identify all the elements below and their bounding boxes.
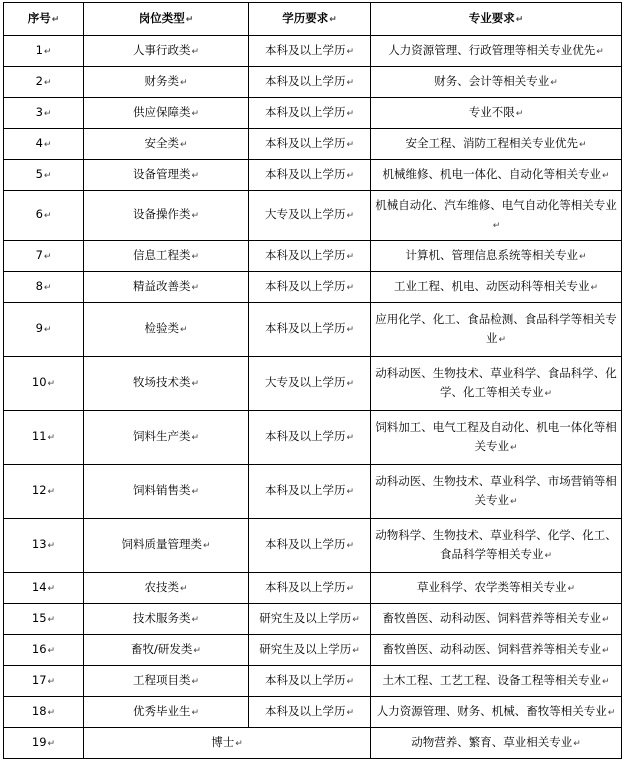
cell-no-text: 18 xyxy=(31,703,47,718)
cell-no-text: 13 xyxy=(31,537,47,551)
cell-no-text: 6 xyxy=(35,207,43,221)
cell-major xyxy=(371,728,622,759)
paragraph-mark-icon: ↵ xyxy=(47,379,56,389)
cell-education xyxy=(249,191,371,241)
cell-education-text: 本科及以上学历 xyxy=(264,579,346,594)
cell-position-type xyxy=(84,465,249,519)
cell-no xyxy=(4,357,84,411)
paragraph-mark-icon: ↵ xyxy=(179,583,188,594)
paragraph-mark-icon: ↵ xyxy=(346,707,355,718)
cell-major-text: 动科动医、生物技术、草业科学、食品科学、化学、化工等相关专业 xyxy=(375,365,617,399)
cell-major xyxy=(371,697,622,728)
table-row xyxy=(4,36,622,67)
cell-education-text: 本科及以上学历 xyxy=(264,104,346,119)
cell-major xyxy=(371,303,622,357)
cell-position-type-text: 农技类 xyxy=(144,579,179,594)
cell-position-type xyxy=(84,666,249,697)
cell-no xyxy=(4,519,84,573)
cell-education xyxy=(249,465,371,519)
paragraph-mark-icon: ↵ xyxy=(573,738,581,749)
cell-education-text: 本科及以上学历 xyxy=(264,429,346,443)
cell-education-text: 本科及以上学历 xyxy=(264,703,346,718)
cell-major xyxy=(371,191,622,241)
cell-no-text: 7 xyxy=(35,247,43,262)
paragraph-mark-icon: ↵ xyxy=(193,645,201,656)
cell-position-type xyxy=(84,573,249,604)
table-row xyxy=(4,573,622,604)
cell-major-text: 人力资源管理、行政管理等相关专业优先 xyxy=(388,42,596,57)
table-row xyxy=(4,272,622,303)
paragraph-mark-icon: ↵ xyxy=(601,676,610,687)
cell-no-text: 19 xyxy=(31,734,47,749)
cell-no xyxy=(4,697,84,728)
paragraph-mark-icon: ↵ xyxy=(43,46,52,57)
cell-major xyxy=(371,241,622,272)
cell-education xyxy=(249,357,371,411)
paragraph-mark-icon: ↵ xyxy=(601,614,610,625)
cell-major xyxy=(371,519,622,573)
cell-position-type-text: 畜牧/研发类 xyxy=(131,641,193,656)
cell-position-type xyxy=(84,129,249,160)
table-row xyxy=(4,67,622,98)
paragraph-mark-icon: ↵ xyxy=(43,325,52,335)
cell-position-type-text: 设备管理类 xyxy=(132,166,191,181)
paragraph-mark-icon: ↵ xyxy=(43,211,52,221)
cell-position-type-text: 工程项目类 xyxy=(132,672,191,687)
cell-major-text: 财务、会计等相关专业 xyxy=(434,73,550,88)
paragraph-mark-icon: ↵ xyxy=(346,282,355,293)
paragraph-mark-icon: ↵ xyxy=(191,46,200,57)
paragraph-mark-icon: ↵ xyxy=(191,379,200,389)
paragraph-mark-icon: ↵ xyxy=(191,676,200,687)
cell-position-education-merged-text: 博士 xyxy=(211,734,235,749)
table-body xyxy=(4,36,622,759)
cell-no-text: 15 xyxy=(31,610,47,625)
cell-position-type xyxy=(84,67,249,98)
cell-no-text: 5 xyxy=(35,166,43,181)
cell-no-text: 12 xyxy=(31,483,47,497)
paragraph-mark-icon: ↵ xyxy=(43,108,52,119)
cell-major xyxy=(371,36,622,67)
paragraph-mark-icon: ↵ xyxy=(191,211,200,221)
paragraph-mark-icon: ↵ xyxy=(578,251,587,262)
header-education: 学历要求↵ xyxy=(249,3,371,36)
cell-education-text: 本科及以上学历 xyxy=(264,135,346,150)
cell-position-type-text: 饲料生产类 xyxy=(132,429,191,443)
cell-major xyxy=(371,411,622,465)
table-row xyxy=(4,411,622,465)
cell-education-text: 本科及以上学历 xyxy=(264,166,346,181)
cell-position-type xyxy=(84,635,249,666)
cell-no xyxy=(4,272,84,303)
cell-no xyxy=(4,635,84,666)
cell-position-type xyxy=(84,411,249,465)
cell-education-text: 研究生及以上学历 xyxy=(259,641,352,656)
cell-no-text: 11 xyxy=(31,429,47,443)
cell-position-education-merged xyxy=(84,728,371,759)
cell-position-type-text: 人事行政类 xyxy=(132,42,191,57)
cell-major xyxy=(371,666,622,697)
paragraph-mark-icon: ↵ xyxy=(346,139,355,150)
cell-major-text: 机械维修、机电一体化、自动化等相关专业 xyxy=(382,166,601,181)
cell-major xyxy=(371,272,622,303)
paragraph-mark-icon: ↵ xyxy=(47,583,56,594)
cell-education xyxy=(249,67,371,98)
table-row xyxy=(4,129,622,160)
cell-major xyxy=(371,357,622,411)
paragraph-mark-icon: ↵ xyxy=(47,541,56,551)
paragraph-mark-icon: ↵ xyxy=(346,46,355,57)
cell-no xyxy=(4,604,84,635)
table-row xyxy=(4,604,622,635)
cell-no-text: 9 xyxy=(35,321,43,335)
paragraph-mark-icon: ↵ xyxy=(544,550,553,561)
paragraph-mark-icon: ↵ xyxy=(191,614,200,625)
cell-major-text: 动物营养、繁育、草业相关专业 xyxy=(411,734,573,749)
cell-major xyxy=(371,635,622,666)
cell-education xyxy=(249,411,371,465)
paragraph-mark-icon: ↵ xyxy=(191,487,200,497)
cell-education xyxy=(249,241,371,272)
cell-education xyxy=(249,604,371,635)
table-row xyxy=(4,98,622,129)
paragraph-mark-icon: ↵ xyxy=(346,251,355,262)
cell-position-type-text: 技术服务类 xyxy=(132,610,191,625)
cell-no xyxy=(4,303,84,357)
cell-major xyxy=(371,465,622,519)
table-row xyxy=(4,519,622,573)
table-row xyxy=(4,465,622,519)
cell-no-text: 14 xyxy=(31,579,47,594)
paragraph-mark-icon: ↵ xyxy=(47,707,56,718)
cell-education xyxy=(249,573,371,604)
table-row xyxy=(4,728,622,759)
cell-position-type xyxy=(84,241,249,272)
cell-no xyxy=(4,666,84,697)
paragraph-mark-icon: ↵ xyxy=(544,388,553,399)
paragraph-mark-icon: ↵ xyxy=(346,541,355,551)
cell-education-text: 本科及以上学历 xyxy=(264,42,346,57)
cell-education-text: 大专及以上学历 xyxy=(264,375,346,389)
cell-major-text: 计算机、管理信息系统等相关专业 xyxy=(405,247,578,262)
cell-position-type xyxy=(84,604,249,635)
paragraph-mark-icon: ↵ xyxy=(346,325,355,335)
paragraph-mark-icon: ↵ xyxy=(352,614,360,625)
paragraph-mark-icon: ↵ xyxy=(235,738,243,749)
recruitment-table xyxy=(3,2,622,759)
cell-major-text: 专业不限 xyxy=(468,104,515,119)
cell-no-text: 4 xyxy=(35,135,43,150)
cell-position-type-text: 牧场技术类 xyxy=(132,375,191,389)
cell-no-text: 2 xyxy=(35,73,43,88)
cell-position-type xyxy=(84,36,249,67)
paragraph-mark-icon: ↵ xyxy=(346,211,355,221)
cell-position-type xyxy=(84,303,249,357)
cell-major xyxy=(371,604,622,635)
paragraph-mark-icon: ↵ xyxy=(47,614,56,625)
cell-no xyxy=(4,36,84,67)
cell-no xyxy=(4,129,84,160)
cell-position-type xyxy=(84,697,249,728)
paragraph-mark-icon: ↵ xyxy=(352,645,360,656)
cell-education xyxy=(249,36,371,67)
cell-major-text: 应用化学、化工、食品检测、食品科学等相关专业 xyxy=(375,311,617,345)
cell-major-text: 工业工程、机电、动医动科等相关专业 xyxy=(393,278,590,293)
paragraph-mark-icon: ↵ xyxy=(346,170,355,181)
cell-no xyxy=(4,728,84,759)
paragraph-mark-icon: ↵ xyxy=(492,220,501,231)
paragraph-mark-icon: ↵ xyxy=(346,77,355,88)
cell-position-type-text: 饲料质量管理类 xyxy=(121,537,202,551)
cell-no-text: 1 xyxy=(35,42,43,57)
paragraph-mark-icon: ↵ xyxy=(179,325,188,335)
cell-position-type-text: 财务类 xyxy=(144,73,179,88)
paragraph-mark-icon: ↵ xyxy=(346,379,355,389)
cell-no xyxy=(4,411,84,465)
cell-major-text: 畜牧兽医、动科动医、饲料营养等相关专业 xyxy=(382,610,601,625)
cell-education xyxy=(249,666,371,697)
cell-education-text: 本科及以上学历 xyxy=(264,321,346,335)
paragraph-mark-icon: ↵ xyxy=(596,46,604,57)
paragraph-mark-icon: ↵ xyxy=(498,334,507,345)
paragraph-mark-icon: ↵ xyxy=(567,583,576,594)
cell-education xyxy=(249,519,371,573)
cell-education xyxy=(249,635,371,666)
cell-position-type xyxy=(84,191,249,241)
cell-education xyxy=(249,98,371,129)
cell-position-type-text: 优秀毕业生 xyxy=(132,703,191,718)
paragraph-mark-icon: ↵ xyxy=(346,583,355,594)
cell-position-type xyxy=(84,357,249,411)
cell-education-text: 本科及以上学历 xyxy=(264,278,346,293)
paragraph-mark-icon: ↵ xyxy=(47,676,56,687)
cell-education xyxy=(249,129,371,160)
cell-no xyxy=(4,241,84,272)
header-row xyxy=(4,3,622,36)
paragraph-mark-icon: ↵ xyxy=(191,707,200,718)
cell-major-text: 土木工程、工艺工程、设备工程等相关专业 xyxy=(382,672,601,687)
header-major: 专业要求↵ xyxy=(371,3,622,36)
paragraph-mark-icon: ↵ xyxy=(601,645,610,656)
paragraph-mark-icon: ↵ xyxy=(43,251,52,262)
paragraph-mark-icon: ↵ xyxy=(601,170,610,181)
cell-education xyxy=(249,272,371,303)
cell-major-text: 动科动医、生物技术、草业科学、市场营销等相关专业 xyxy=(375,473,617,507)
cell-major-text: 草业科学、农学类等相关专业 xyxy=(416,579,567,594)
cell-major-text: 安全工程、消防工程相关专业优先 xyxy=(405,135,578,150)
cell-major xyxy=(371,129,622,160)
cell-no-text: 3 xyxy=(35,104,43,119)
cell-education xyxy=(249,303,371,357)
paragraph-mark-icon: ↵ xyxy=(607,707,616,718)
paragraph-mark-icon: ↵ xyxy=(43,282,52,293)
paragraph-mark-icon: ↵ xyxy=(191,170,200,181)
header-no: 序号↵ xyxy=(4,3,84,36)
paragraph-mark-icon: ↵ xyxy=(43,139,52,150)
cell-no-text: 17 xyxy=(31,672,47,687)
cell-education-text: 研究生及以上学历 xyxy=(259,610,352,625)
cell-position-type xyxy=(84,519,249,573)
cell-no xyxy=(4,67,84,98)
cell-position-type-text: 供应保障类 xyxy=(132,104,191,119)
paragraph-mark-icon: ↵ xyxy=(47,487,56,497)
paragraph-mark-icon: ↵ xyxy=(346,108,355,119)
cell-education xyxy=(249,697,371,728)
paragraph-mark-icon: ↵ xyxy=(509,442,518,453)
cell-education-text: 本科及以上学历 xyxy=(264,73,346,88)
table-row xyxy=(4,160,622,191)
cell-no xyxy=(4,98,84,129)
paragraph-mark-icon: ↵ xyxy=(590,282,599,293)
paragraph-mark-icon: ↵ xyxy=(47,433,56,443)
paragraph-mark-icon: ↵ xyxy=(515,108,524,119)
paragraph-mark-icon: ↵ xyxy=(346,676,355,687)
cell-no-text: 16 xyxy=(31,641,47,656)
table-row xyxy=(4,697,622,728)
paragraph-mark-icon: ↵ xyxy=(191,282,200,293)
cell-position-type-text: 饲料销售类 xyxy=(132,483,191,497)
cell-education-text: 本科及以上学历 xyxy=(264,672,346,687)
cell-education xyxy=(249,160,371,191)
table-row xyxy=(4,303,622,357)
cell-education-text: 本科及以上学历 xyxy=(264,483,346,497)
paragraph-mark-icon: ↵ xyxy=(346,433,355,443)
paragraph-mark-icon: ↵ xyxy=(509,496,518,507)
paragraph-mark-icon: ↵ xyxy=(47,645,56,656)
paragraph-mark-icon: ↵ xyxy=(179,139,188,150)
cell-position-type xyxy=(84,98,249,129)
cell-no-text: 8 xyxy=(35,278,43,293)
paragraph-mark-icon: ↵ xyxy=(191,251,200,262)
cell-no xyxy=(4,465,84,519)
cell-position-type-text: 精益改善类 xyxy=(132,278,191,293)
paragraph-mark-icon: ↵ xyxy=(191,108,200,119)
paragraph-mark-icon: ↵ xyxy=(550,77,558,88)
cell-major-text: 动物科学、生物技术、草业科学、化学、化工、食品科学等相关专业 xyxy=(375,527,617,561)
cell-major xyxy=(371,573,622,604)
cell-education-text: 本科及以上学历 xyxy=(264,537,346,551)
cell-major-text: 机械自动化、汽车维修、电气自动化等相关专业 xyxy=(375,197,617,212)
paragraph-mark-icon: ↵ xyxy=(179,77,188,88)
cell-position-type-text: 检验类 xyxy=(144,321,179,335)
cell-major xyxy=(371,67,622,98)
cell-position-type xyxy=(84,272,249,303)
paragraph-mark-icon: ↵ xyxy=(47,738,56,749)
cell-position-type xyxy=(84,160,249,191)
paragraph-mark-icon: ↵ xyxy=(43,170,52,181)
paragraph-mark-icon: ↵ xyxy=(346,487,355,497)
cell-position-type-text: 安全类 xyxy=(144,135,179,150)
cell-major-text: 饲料加工、电气工程及自动化、机电一体化等相关专业 xyxy=(375,419,617,453)
cell-education-text: 大专及以上学历 xyxy=(264,207,346,221)
table-row xyxy=(4,635,622,666)
cell-major xyxy=(371,98,622,129)
header-position-type: 岗位类型↵ xyxy=(84,3,249,36)
table-row xyxy=(4,191,622,241)
cell-position-type-text: 信息工程类 xyxy=(132,247,191,262)
table-row xyxy=(4,666,622,697)
cell-position-type-text: 设备操作类 xyxy=(132,207,191,221)
table-row xyxy=(4,241,622,272)
paragraph-mark-icon: ↵ xyxy=(43,77,52,88)
table-row xyxy=(4,357,622,411)
cell-no-text: 10 xyxy=(31,375,47,389)
cell-major-text: 人力资源管理、财务、机械、畜牧等相关专业 xyxy=(376,703,607,718)
cell-no xyxy=(4,573,84,604)
cell-no xyxy=(4,160,84,191)
cell-no xyxy=(4,191,84,241)
cell-major-text: 畜牧兽医、动科动医、饲料营养等相关专业 xyxy=(382,641,601,656)
cell-education-text: 本科及以上学历 xyxy=(264,247,346,262)
cell-major xyxy=(371,160,622,191)
paragraph-mark-icon: ↵ xyxy=(191,433,200,443)
paragraph-mark-icon: ↵ xyxy=(578,139,587,150)
paragraph-mark-icon: ↵ xyxy=(202,541,211,551)
